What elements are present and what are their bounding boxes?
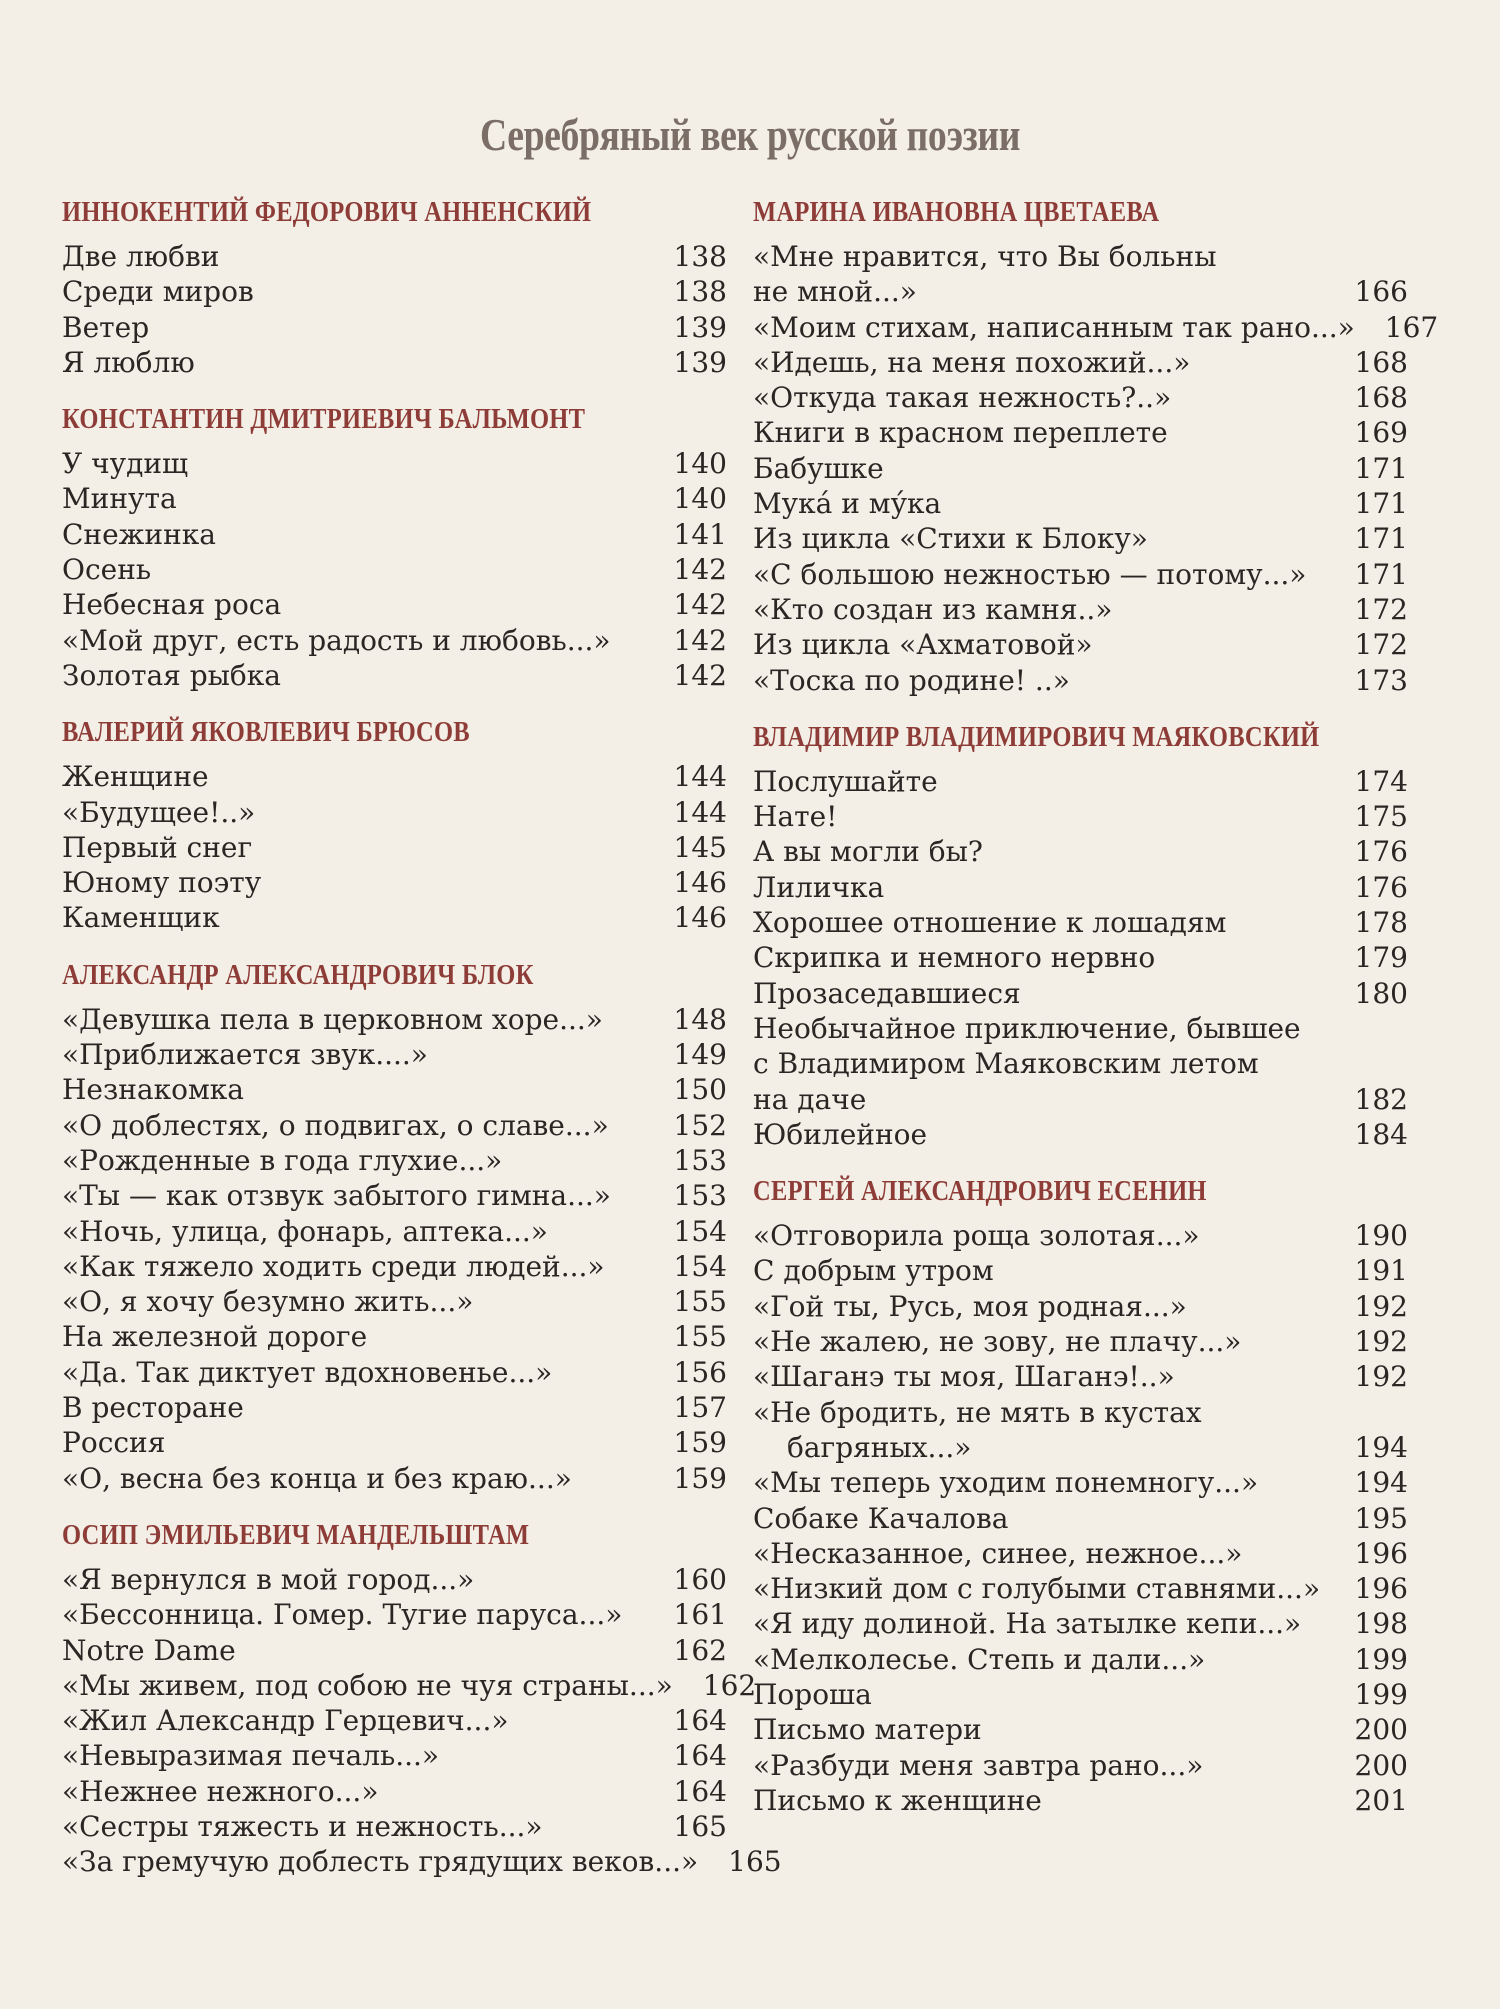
page-number: 144 (673, 760, 727, 794)
page-number: 154 (673, 1214, 727, 1248)
toc-entry-title: «Не жалею, не зову, не плачу...» (753, 1325, 1242, 1359)
toc-entry-title: С добрым утром (753, 1254, 994, 1288)
page-number: 165 (728, 1845, 782, 1879)
toc-entry-title: Бабушке (753, 451, 884, 485)
toc-entry[interactable] (753, 1501, 1408, 1536)
page-number: 169 (1354, 416, 1408, 450)
toc-entry[interactable] (753, 1117, 1408, 1152)
toc-entry[interactable] (753, 870, 1408, 905)
toc-entry[interactable] (753, 521, 1408, 556)
toc-entry[interactable] (62, 1390, 727, 1425)
toc-entry-title: «Разбуди меня завтра рано...» (753, 1748, 1204, 1782)
toc-entry[interactable] (62, 1844, 782, 1879)
page-number: 164 (673, 1739, 727, 1773)
toc-entry-title: багряных...» (787, 1430, 972, 1464)
toc-entry[interactable] (753, 557, 1408, 592)
page-number: 195 (1354, 1501, 1408, 1535)
toc-entry[interactable] (62, 1037, 727, 1072)
page-number: 200 (1354, 1713, 1408, 1747)
page-number: 142 (673, 588, 727, 622)
toc-entry[interactable] (62, 587, 727, 622)
author-heading: КОНСТАНТИН ДМИТРИЕВИЧ БАЛЬМОНТ (62, 404, 586, 436)
page-number: 139 (673, 345, 727, 379)
toc-entry-title: У чудищ (62, 447, 189, 481)
toc-entry[interactable] (62, 345, 727, 380)
page-number: 161 (673, 1598, 727, 1632)
page-number: 145 (673, 830, 727, 864)
toc-entry-title: «Сестры тяжесть и нежность...» (62, 1809, 543, 1843)
page-number: 155 (673, 1285, 727, 1319)
toc-entry-title: «Несказанное, синее, нежное...» (753, 1536, 1243, 1570)
toc-entry[interactable] (62, 658, 727, 693)
toc-entry-title: Скрипка и немного нервно (753, 941, 1156, 975)
toc-entry[interactable] (62, 759, 727, 794)
toc-entry-title: «Мой друг, есть радость и любовь...» (62, 623, 611, 657)
author-section (62, 1516, 782, 1880)
author-section (753, 1172, 1408, 1818)
toc-entry-title: «Рожденные в года глухие...» (62, 1143, 503, 1177)
page-number: 162 (702, 1668, 757, 1702)
toc-entry-line: «Мне нравится, что Вы больны (753, 240, 1217, 273)
page-number: 160 (673, 1562, 727, 1596)
toc-entry-title: Книги в красном переплете (753, 416, 1168, 450)
toc-entry[interactable] (62, 1249, 727, 1284)
toc-entry[interactable] (62, 1633, 727, 1668)
toc-entry-title: Россия (62, 1426, 166, 1460)
page-number: 192 (1354, 1289, 1408, 1323)
toc-entry-title: «Невыразимая печаль...» (62, 1739, 440, 1773)
toc-entry-title: А вы могли бы? (753, 835, 983, 869)
page-number: 168 (1354, 345, 1408, 379)
toc-entry-title: Нате! (753, 800, 838, 834)
toc-entry[interactable] (62, 1108, 727, 1143)
toc-entry[interactable] (62, 865, 727, 900)
page-number: 146 (673, 866, 727, 900)
toc-entry-title: «Тоска по родине! ..» (753, 663, 1070, 697)
page-number: 153 (673, 1143, 727, 1177)
toc-entry[interactable] (753, 274, 1408, 309)
toc-entry[interactable] (62, 552, 727, 587)
author-section (753, 193, 1439, 698)
page-number: 176 (1354, 835, 1408, 869)
toc-entry[interactable] (62, 274, 727, 309)
toc-entry[interactable] (753, 592, 1408, 627)
page-number: 173 (1354, 663, 1408, 697)
page-number: 159 (673, 1461, 727, 1495)
page-number: 196 (1354, 1536, 1408, 1570)
toc-entry-title: «Ночь, улица, фонарь, аптека...» (62, 1214, 548, 1248)
toc-entry[interactable] (753, 1783, 1408, 1818)
toc-entry[interactable] (753, 451, 1408, 486)
toc-entry-title: Notre Dame (62, 1633, 236, 1667)
toc-entry[interactable] (62, 830, 727, 865)
toc-entry-title: на даче (753, 1082, 867, 1116)
toc-entry[interactable] (62, 1738, 727, 1773)
page-number: 157 (673, 1391, 727, 1425)
page-number: 140 (673, 482, 727, 516)
page-number: 199 (1354, 1642, 1408, 1676)
toc-entry-title: «Девушка пела в церковном хоре...» (62, 1002, 603, 1036)
toc-entry-title: Прозаседавшиеся (753, 976, 1021, 1010)
toc-entry-title: «Шаганэ ты моя, Шаганэ!..» (753, 1360, 1175, 1394)
toc-entry[interactable] (62, 1703, 727, 1738)
toc-entry-title: Незнакомка (62, 1073, 244, 1107)
toc-entry-title: «Как тяжело ходить среди людей...» (62, 1249, 605, 1283)
page-number: 171 (1354, 557, 1408, 591)
page-title: Серебряный век русской поэзии (479, 109, 1021, 160)
toc-entry-title: Ветер (62, 310, 150, 344)
author-heading: ВЛАДИМИР ВЛАДИМИРОВИЧ МАЯКОВСКИЙ (753, 721, 1320, 753)
toc-entry-line: Необычайное приключение, бывшее (753, 1011, 1301, 1045)
toc-entry-title: «Низкий дом с голубыми ставнями...» (753, 1572, 1321, 1606)
page-number: 172 (1354, 592, 1408, 626)
toc-entry-title: «Мы теперь уходим понемногу...» (753, 1466, 1259, 1500)
toc-entry[interactable] (753, 1324, 1408, 1359)
toc-entry[interactable] (62, 1002, 727, 1037)
toc-entry-title: Минута (62, 482, 177, 516)
page-number: 144 (673, 795, 727, 829)
toc-entry-title: Я люблю (62, 345, 195, 379)
page-number: 199 (1354, 1677, 1408, 1711)
toc-entry[interactable] (753, 1253, 1408, 1288)
page-number: 198 (1354, 1607, 1408, 1641)
toc-entry-title: Юбилейное (753, 1117, 928, 1151)
toc-entry[interactable] (753, 1465, 1408, 1500)
toc-entry[interactable] (62, 481, 727, 516)
toc-entry-title: «За гремучую доблесть грядущих веков...» (62, 1845, 699, 1879)
toc-entry[interactable] (753, 1571, 1408, 1606)
page-number: 182 (1354, 1082, 1408, 1116)
page-number: 180 (1354, 976, 1408, 1010)
toc-entry[interactable] (62, 1809, 727, 1844)
toc-entry-title: «Ты — как отзвук забытого гимна...» (62, 1179, 611, 1213)
toc-entry[interactable] (753, 1748, 1408, 1783)
page-number: 190 (1354, 1219, 1408, 1253)
toc-entry-title: В ресторане (62, 1391, 244, 1425)
toc-entry[interactable] (62, 1143, 727, 1178)
toc-entry-title: «Идешь, на меня похожий...» (753, 345, 1191, 379)
toc-entry-title: «Кто создан из камня..» (753, 592, 1113, 626)
toc-entry[interactable] (62, 1597, 727, 1632)
toc-entry[interactable] (62, 1355, 727, 1390)
page-number: 176 (1354, 870, 1408, 904)
toc-entry-title: «Жил Александр Герцевич...» (62, 1704, 509, 1738)
toc-entry-title: Среди миров (62, 275, 254, 309)
toc-entry-title: Снежинка (62, 517, 216, 551)
page-number: 196 (1354, 1572, 1408, 1606)
toc-entry-title: «О доблестях, о подвигах, о славе...» (62, 1108, 609, 1142)
toc-entry-title: Из цикла «Стихи к Блоку» (753, 522, 1148, 556)
page-number: 164 (673, 1704, 727, 1738)
page-number: 200 (1354, 1748, 1408, 1782)
toc-entry[interactable] (753, 415, 1408, 450)
left-column (62, 193, 782, 1900)
toc-entry[interactable] (753, 1642, 1408, 1677)
page-number: 191 (1354, 1254, 1408, 1288)
toc-entry[interactable] (753, 834, 1408, 869)
author-section (62, 193, 727, 380)
page-number: 139 (673, 310, 727, 344)
page-number: 138 (673, 240, 727, 273)
page-number: 174 (1354, 764, 1408, 798)
toc-entry[interactable] (753, 345, 1408, 380)
toc-entry-title: Собаке Качалова (753, 1501, 1009, 1535)
toc-entry[interactable] (62, 446, 727, 481)
toc-entry[interactable] (753, 1082, 1408, 1117)
toc-entry[interactable] (62, 1214, 727, 1249)
page-number: 171 (1354, 487, 1408, 521)
toc-entry[interactable] (62, 239, 727, 274)
right-column (753, 193, 1439, 1838)
page-number: 168 (1354, 381, 1408, 415)
toc-entry[interactable] (62, 1284, 727, 1319)
toc-entry[interactable] (62, 310, 727, 345)
toc-entry[interactable] (753, 663, 1408, 698)
toc-entry-title: «Откуда такая нежность?..» (753, 381, 1172, 415)
author-heading: ОСИП ЭМИЛЬЕВИЧ МАНДЕЛЬШТАМ (62, 1519, 530, 1551)
toc-entry[interactable] (62, 623, 727, 658)
toc-entry-title: На железной дороге (62, 1320, 368, 1354)
page-number: 178 (1354, 906, 1408, 940)
page-number: 154 (673, 1249, 727, 1283)
toc-entry[interactable] (62, 900, 727, 935)
toc-entry-title: «Приближается звук....» (62, 1038, 428, 1072)
toc-entry-title: Первый снег (62, 830, 253, 864)
author-heading: ИННОКЕНТИЙ ФЕДОРОВИЧ АННЕНСКИЙ (62, 197, 592, 228)
toc-entry[interactable] (62, 1178, 727, 1213)
page-number: 167 (1384, 310, 1439, 344)
toc-entry-title: Лиличка (753, 870, 885, 904)
page-number: 152 (673, 1108, 727, 1142)
toc-entry[interactable] (753, 1289, 1408, 1324)
toc-entry-title: «Отговорила роща золотая...» (753, 1219, 1200, 1253)
toc-entry[interactable] (753, 1712, 1408, 1747)
toc-entry-title: Послушайте (753, 764, 938, 798)
toc-entry-line: с Владимиром Маяковским летом (753, 1047, 1259, 1081)
toc-entry[interactable] (753, 1536, 1408, 1571)
author-heading: СЕРГЕЙ АЛЕКСАНДРОВИЧ ЕСЕНИН (753, 1176, 1207, 1208)
page-number: 171 (1354, 451, 1408, 485)
toc-entry[interactable] (62, 1774, 727, 1809)
toc-entry-title: Осень (62, 553, 152, 587)
page-number: 146 (673, 901, 727, 935)
toc-entry-title: Мука́ и му́ка (753, 487, 942, 521)
page-number: 155 (673, 1320, 727, 1354)
toc-entry-title: «Бессонница. Гомер. Тугие паруса...» (62, 1598, 623, 1632)
toc-entry-title: «Я иду долиной. На затылке кепи...» (753, 1607, 1302, 1641)
toc-entry-title: Юному поэту (62, 866, 262, 900)
toc-entry-title: «Гой ты, Русь, моя родная...» (753, 1289, 1187, 1323)
page-number: 172 (1354, 628, 1408, 662)
page-number: 142 (673, 553, 727, 587)
page-number: 148 (673, 1002, 727, 1036)
page-number: 142 (673, 623, 727, 657)
toc-entry-title: Две любви (62, 240, 220, 273)
page-number: 138 (673, 275, 727, 309)
page-number: 201 (1354, 1783, 1408, 1817)
toc-entry-line: «Не бродить, не мять в кустах (753, 1395, 1202, 1429)
toc-entry-title: Каменщик (62, 901, 220, 935)
page-number: 171 (1354, 522, 1408, 556)
toc-entry[interactable] (753, 1218, 1408, 1253)
toc-entry-title: «С большою нежностью — потому...» (753, 557, 1307, 591)
toc-entry[interactable] (753, 310, 1439, 345)
page-number: 192 (1354, 1360, 1408, 1394)
toc-entry-title: «Я вернулся в мой город...» (62, 1562, 475, 1596)
page-number: 149 (673, 1038, 727, 1072)
author-heading: МАРИНА ИВАНОВНА ЦВЕТАЕВА (753, 197, 1160, 228)
page-number: 192 (1354, 1325, 1408, 1359)
toc-entry[interactable] (753, 627, 1408, 662)
toc-entry-title: «Мелколесье. Степь и дали...» (753, 1642, 1206, 1676)
toc-entry-title: «Будущее!..» (62, 795, 256, 829)
toc-entry-title: Пороша (753, 1677, 872, 1711)
toc-entry-title: Небесная роса (62, 588, 282, 622)
page-number: 194 (1354, 1466, 1408, 1500)
page-number: 165 (673, 1809, 727, 1843)
page-number: 141 (673, 517, 727, 551)
toc-entry[interactable] (753, 1606, 1408, 1641)
toc-entry-title: Из цикла «Ахматовой» (753, 628, 1093, 662)
toc-entry-title: Хорошее отношение к лошадям (753, 906, 1227, 940)
toc-entry[interactable] (753, 380, 1408, 415)
page-number: 159 (673, 1426, 727, 1460)
author-heading: АЛЕКСАНДР АЛЕКСАНДРОВИЧ БЛОК (62, 959, 534, 991)
toc-entry[interactable] (753, 764, 1408, 799)
toc-entry[interactable] (753, 1430, 1408, 1465)
author-section (753, 718, 1408, 1152)
page-number: 140 (673, 447, 727, 481)
toc-entry-title: «Мы живем, под собою не чуя страны...» (62, 1668, 673, 1702)
page-number: 142 (673, 658, 727, 692)
page-number: 194 (1354, 1430, 1408, 1464)
page-number: 162 (673, 1633, 727, 1667)
toc-entry-title: Золотая рыбка (62, 658, 281, 692)
toc-entry[interactable] (62, 1668, 757, 1703)
toc-entry[interactable] (62, 1072, 727, 1107)
page-number: 179 (1354, 941, 1408, 975)
author-heading: ВАЛЕРИЙ ЯКОВЛЕВИЧ БРЮСОВ (62, 717, 470, 749)
toc-entry-title: «Да. Так диктует вдохновенье...» (62, 1355, 553, 1389)
toc-entry[interactable] (62, 1425, 727, 1460)
author-section (62, 713, 727, 935)
toc-entry[interactable] (62, 795, 727, 830)
toc-entry-title: «О, я хочу безумно жить...» (62, 1285, 474, 1319)
toc-entry-title: Письмо к женщине (753, 1783, 1042, 1817)
page-number: 184 (1354, 1117, 1408, 1151)
toc-entry-title: Письмо матери (753, 1713, 982, 1747)
toc-entry[interactable] (753, 940, 1408, 975)
toc-entry-title: не мной...» (753, 275, 917, 309)
toc-entry[interactable] (62, 1319, 727, 1354)
page-number: 153 (673, 1179, 727, 1213)
page-number: 166 (1354, 275, 1408, 309)
toc-entry[interactable] (753, 905, 1408, 940)
toc-entry[interactable] (62, 1562, 727, 1597)
toc-entry[interactable] (62, 1461, 727, 1496)
toc-entry[interactable] (753, 799, 1408, 834)
page-number: 175 (1354, 800, 1408, 834)
toc-entry-title: «О, весна без конца и без краю...» (62, 1461, 572, 1495)
toc-entry[interactable] (62, 517, 727, 552)
toc-entry-title: Женщине (62, 760, 209, 794)
toc-entry[interactable] (753, 1677, 1408, 1712)
page-number: 164 (673, 1774, 727, 1808)
page-number: 150 (673, 1073, 727, 1107)
toc-entry[interactable] (753, 486, 1408, 521)
toc-entry-title: «Нежнее нежного...» (62, 1774, 379, 1808)
page-number: 156 (673, 1355, 727, 1389)
toc-entry-title: «Моим стихам, написанным так рано...» (753, 310, 1355, 344)
toc-entry[interactable] (753, 1359, 1408, 1394)
author-section (62, 400, 727, 693)
toc-entry[interactable] (753, 976, 1408, 1011)
author-section (62, 956, 727, 1496)
